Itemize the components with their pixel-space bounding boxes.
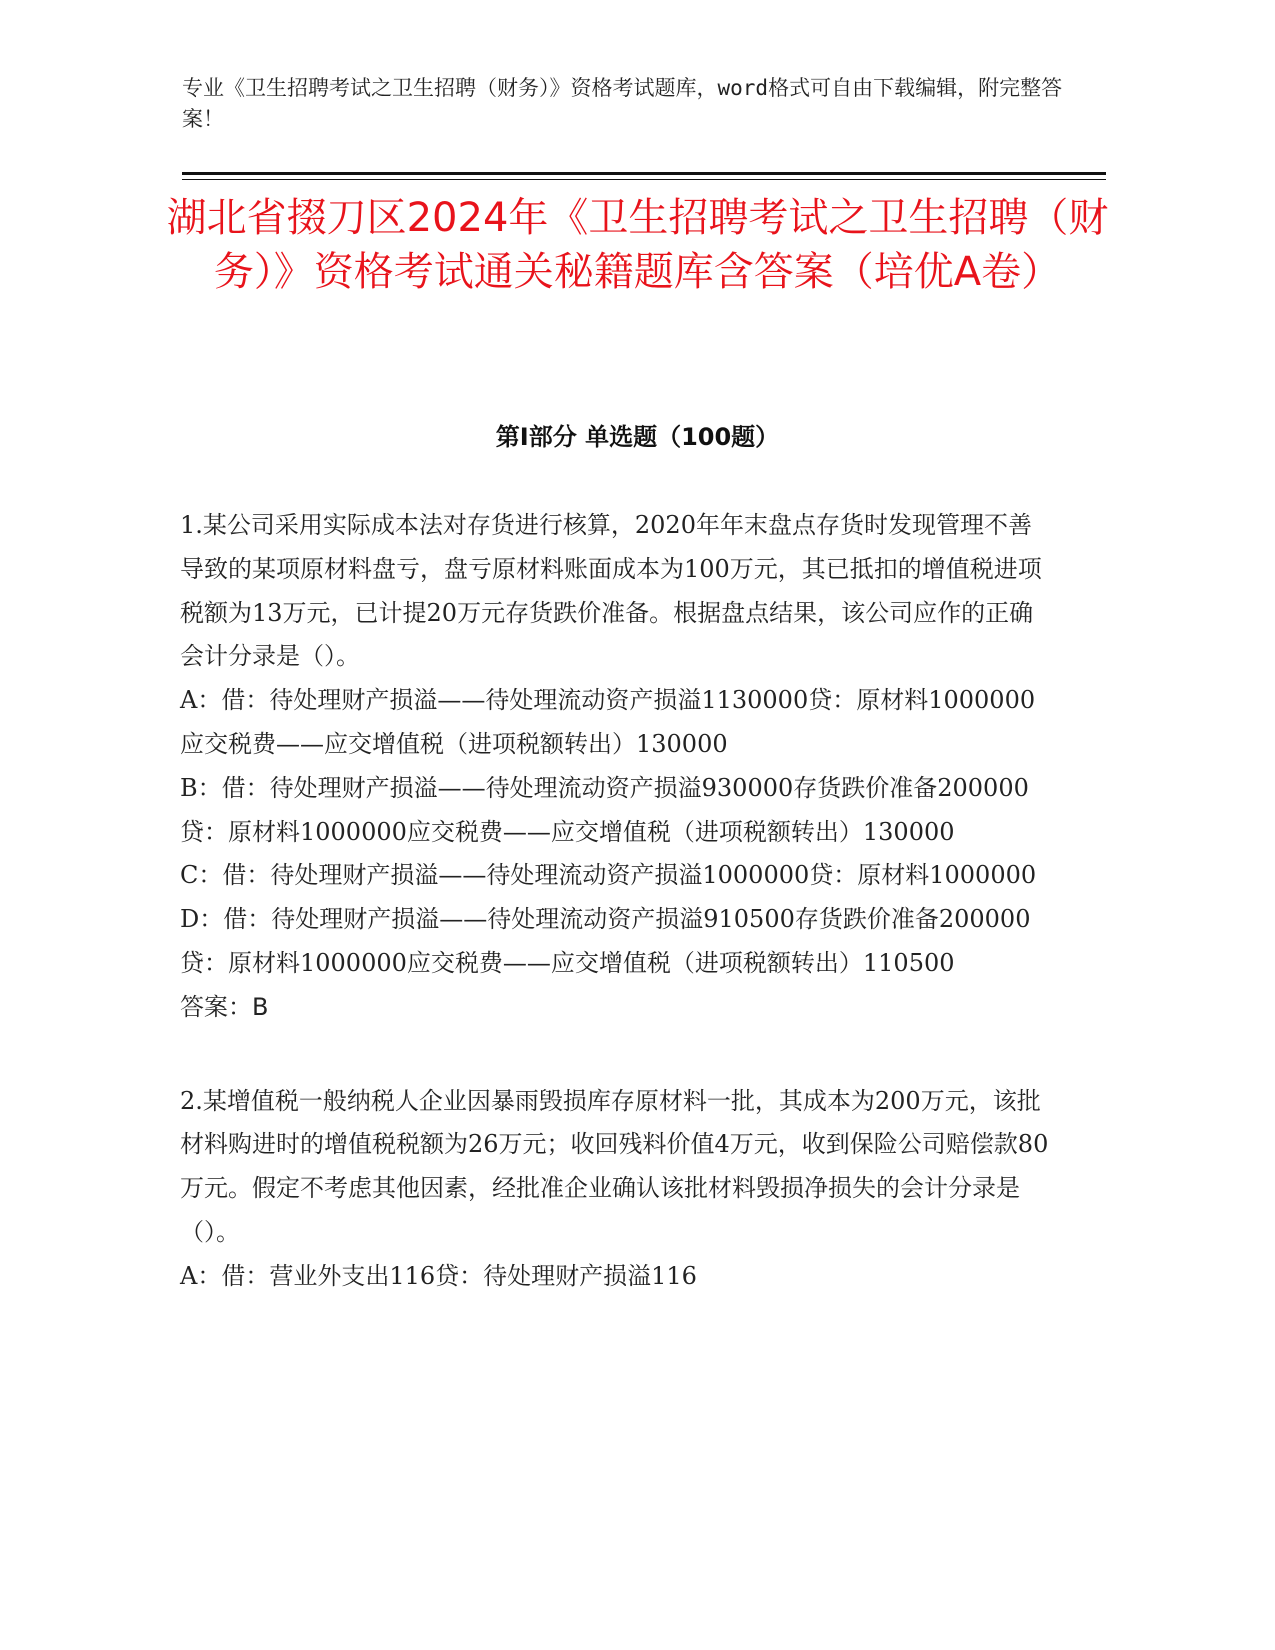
header-note: 专业《卫生招聘考试之卫生招聘（财务）》资格考试题库，word格式可自由下载编辑，附完整答案！ — [182, 76, 1063, 131]
option-d: D：借：待处理财产损溢——待处理流动资产损溢910500存货跌价准备200000贷：原材料1000000应交税费——应交增值税（进项税额转出）110500 — [180, 905, 1031, 977]
answer: 答案：B — [180, 992, 269, 1021]
question-1 — [180, 504, 1050, 1030]
header-rule-thin — [182, 179, 1106, 180]
section-title: 第I部分 单选题（100题） — [495, 423, 780, 451]
question-2 — [180, 1080, 1050, 1299]
question-stem: 2.某增值税一般纳税人企业因暴雨毁损库存原材料一批，其成本为200万元，该批材料购进时的增值税税额为26万元；收回残料价值4万元，收到保险公司赔偿款80万元。假定不考虑其他因素，经批准企业确认该批材料毁损净损失的会计分录是（）。 — [180, 1086, 1049, 1246]
option-c: C：借：待处理财产损溢——待处理流动资产损溢1000000贷：原材料1000000 — [180, 861, 1037, 890]
document-title: 湖北省掇刀区2024年《卫生招聘考试之卫生招聘（财务）》资格考试通关秘籍题库含答案（培优A卷） — [166, 195, 1109, 295]
option-a: A：借：营业外支出116贷：待处理财产损溢116 — [180, 1261, 697, 1290]
option-a: A：借：待处理财产损溢——待处理流动资产损溢1130000贷：原材料1000000应交税费——应交增值税（进项税额转出）130000 — [180, 686, 1036, 758]
header-rule-thick — [182, 172, 1106, 175]
question-stem: 1.某公司采用实际成本法对存货进行核算，2020年年末盘点存货时发现管理不善导致的某项原材料盘亏，盘亏原材料账面成本为100万元，其已抵扣的增值税进项税额为13万元，已计提20万元存货跌价准备。根据盘点结果，该公司应作的正确会计分录是（）。 — [180, 511, 1042, 671]
question-list — [180, 504, 1050, 1349]
option-b: B：借：待处理财产损溢——待处理流动资产损溢930000存货跌价准备200000贷：原材料1000000应交税费——应交增值税（进项税额转出）130000 — [180, 773, 1029, 846]
